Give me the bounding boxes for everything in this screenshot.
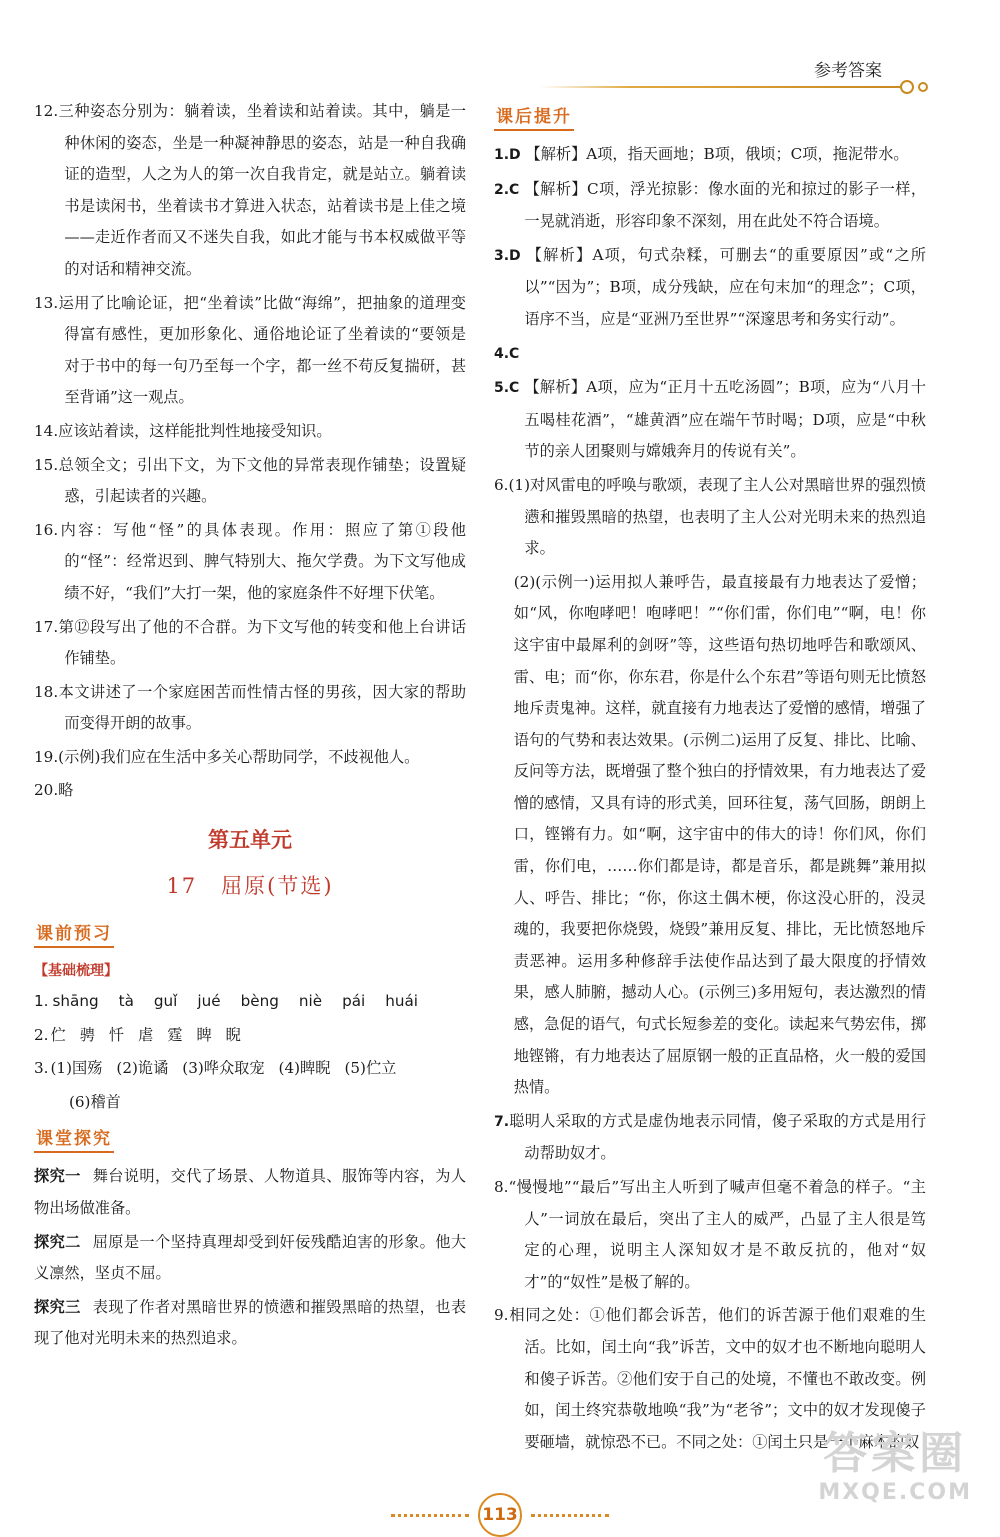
answer-item-continued: (2)(示例一)运用拟人兼呼告，最直接最有力地表达了爱憎；如“风，你咆哮吧！咆哮吧！”“你们雷，你们电”“啊，电！你这宇宙中最犀利的剑呀”等，这些语句热切地呼告和歌颂风、雷、电；而“你，你东君，你是什么个东君”等语句则无比愤怒地斥责鬼神。这样，就直接有力地表达了爱憎的感情，增强了语句的气势和表达效果。(示例二)运用了反复、排比、比喻、反问等方法，既增强了整个独白的抒情效果，有力地表达了爱憎的感情，又具有诗的形式美，回环往复，荡气回肠，朗朗上口，铿锵有力。如“啊，这宇宙中的伟大的诗！你们风，你们雷，你们电，……你们都是诗，都是音乐，都是跳舞”兼用拟人、呼告、排比；“你，你这土偶木梗，你这没心肝的，没灵魂的，我要把你烧毁，烧毁”兼用反复、排比，无比愤怒地斥责恶神。运用多种修辞手法使作品达到了最大限度的抒情效果，感人肺腑，撼动人心。(示例三)多用短句，表达激烈的情感，急促的语气，句式长短参差的变化。读起来气势宏伟，掷地铿锵，有力地表达了屈原钢一般的正直品格，火一般的爱国热情。 (513, 572, 926, 1097)
left-column (34, 96, 466, 1357)
answer-item: 1.D 【解析】A项，指天画地；B项，俄顷；C项，拖泥带水。 (494, 145, 909, 163)
footer-dots-left (391, 1514, 469, 1517)
explore-item: 探究一 舞台说明，交代了场景、人物道具、服饰等内容，为人物出场做准备。 (34, 1167, 467, 1218)
explore-item: 探究三 表现了作者对黑暗世界的愤懑和摧毁黑暗的热望，也表现了他对光明未来的热烈追求。 (34, 1297, 467, 1348)
answer-item: 3.D 【解析】A项，句式杂糅，可删去“的重要原因”或“之所以”“因为”；B项，成分残缺，应在句末加“的理念”；C项，语序不当，应是“亚洲乃至世界”“深邃思考和务实行动”。 (494, 245, 926, 328)
answer-item: 4.C (494, 345, 520, 362)
character-answers: 2. 伫 骋 忏 虐 霆 睥 睨 (34, 1025, 241, 1044)
section-after-class-heading: 课后提升 (494, 106, 574, 131)
answer-item: 8.“慢慢地”“最后”写出主人听到了喊声但毫不着急的样子。“主人”一词放在最后，突出了主人的威严，凸显了主人很是笃定的心理，说明主人深知奴才是不敢反抗的，他对“奴才”的“奴性”是极了解的。 (494, 1178, 926, 1291)
answer-item: 20.略 (34, 781, 74, 800)
answer-item: 18.本文讲述了一个家庭困苦而性情古怪的男孩，因大家的帮助而变得开朗的故事。 (34, 682, 466, 733)
answer-item: 2.C 【解析】C项，浮光掠影：像水面的光和掠过的影子一样，一晃就消逝，形容印象不深刻，用在此处不符合语境。 (494, 179, 927, 231)
page-number: 113 (478, 1493, 522, 1537)
lesson-name: 屈原(节选) (221, 874, 334, 899)
answer-item: 14.应该站着读，这样能批判性地接受知识。 (34, 421, 332, 440)
right-column (494, 96, 926, 1460)
answer-item: 7.聪明人采取的方式是虚伪地表示同情，傻子采取的方式是用行动帮助奴才。 (494, 1111, 926, 1163)
lesson-title (34, 871, 466, 901)
answer-item: 17.第⑫段写出了他的不合群。为下文写他的转变和他上台讲话作铺垫。 (34, 617, 466, 668)
explore-item: 探究二 屈原是一个坚持真理却受到奸佞残酷迫害的形象。他大义凛然，坚贞不屈。 (34, 1232, 467, 1283)
answer-item: 19.(示例)我们应在生活中多关心帮助同学，不歧视他人。 (34, 747, 420, 766)
lesson-number: 17 (166, 874, 198, 899)
answer-item: 16.内容：写他“怪”的具体表现。作用：照应了第①段他的“怪”：经常迟到、脾气特别大、拖欠学费。为下文写他成绩不好，“我们”大打一架，他的家庭条件不好埋下伏笔。 (34, 520, 466, 602)
header-ornament-dot (900, 80, 914, 94)
section-preview-heading: 课前预习 (34, 923, 114, 948)
answer-item: 13.运用了比喻论证，把“坐着读”比做“海绵”，把抽象的道理变得富有感性，更加形象化、通俗地论证了坐着读的“要领是对于书中的每一句乃至每一个字，都一丝不苟反复揣研，甚至背诵”这一观点。 (34, 293, 466, 407)
word-answers-extra: (6)稽首 (68, 1092, 121, 1111)
footer-dots-right (531, 1514, 609, 1517)
header-title: 参考答案 (814, 61, 882, 81)
watermark (818, 1428, 972, 1505)
answer-item: 6.(1)对风雷电的呼唤与歌颂，表现了主人公对黑暗世界的强烈愤懑和摧毁黑暗的热望，也表明了主人公对光明未来的热烈追求。 (494, 475, 926, 558)
unit-title: 第五单元 (208, 828, 292, 853)
header-ornament-dot (918, 82, 928, 92)
answer-item: 15.总领全文；引出下文，为下文他的异常表现作铺垫；设置疑惑，引起读者的兴趣。 (34, 455, 466, 506)
word-answers: 3. (1)国殇 (2)诡谲 (3)哗众取宠 (4)睥睨 (5)伫立 (34, 1059, 397, 1078)
section-class-heading: 课堂探究 (34, 1128, 114, 1153)
basic-review-heading: 【基础梳理】 (34, 963, 118, 980)
answer-item: 12.三种姿态分别为：躺着读，坐着读和站着读。其中，躺是一种休闲的姿态，坐是一种凝神静思的姿态，站是一种自我确证的造型，人之为人的第一次自我肯定，就是站立。躺着读书是读闲书，坐着读书才算进入状态，站着读书是上佳之境——走近作者而又不迷失自我，如此才能与书本权威做平等的对话和精神交流。 (34, 102, 466, 278)
pinyin-answers: 1. shāng tà guǐ jué bèng niè pái huái (34, 992, 419, 1011)
answer-item: 5.C 【解析】A项，应为“正月十五吃汤圆”；B项，应为“八月十五喝桂花酒”，“雄黄酒”应在端午节时喝；D项，应是“中秋节的亲人团聚则与嫦娥奔月的传说有关”。 (494, 378, 927, 461)
answer-item: 9.相同之处：①他们都会诉苦，他们的诉苦源于他们艰难的生活。比如，闰土向“我”诉苦，文中的奴才也不断地向聪明人和傻子诉苦。②他们安于自己的处境，不懂也不敢改变。例如，闰土终究恭敬地唤“我”为“老爷”；文中的奴才发现傻子要砸墙，就惊恐不已。不同之处：①闰土只是一个麻木的奴 (494, 1306, 926, 1451)
watermark-logo: 答案圈 (823, 1428, 968, 1479)
header-rule (540, 86, 900, 88)
watermark-url: MXQE.COM (818, 1480, 972, 1505)
